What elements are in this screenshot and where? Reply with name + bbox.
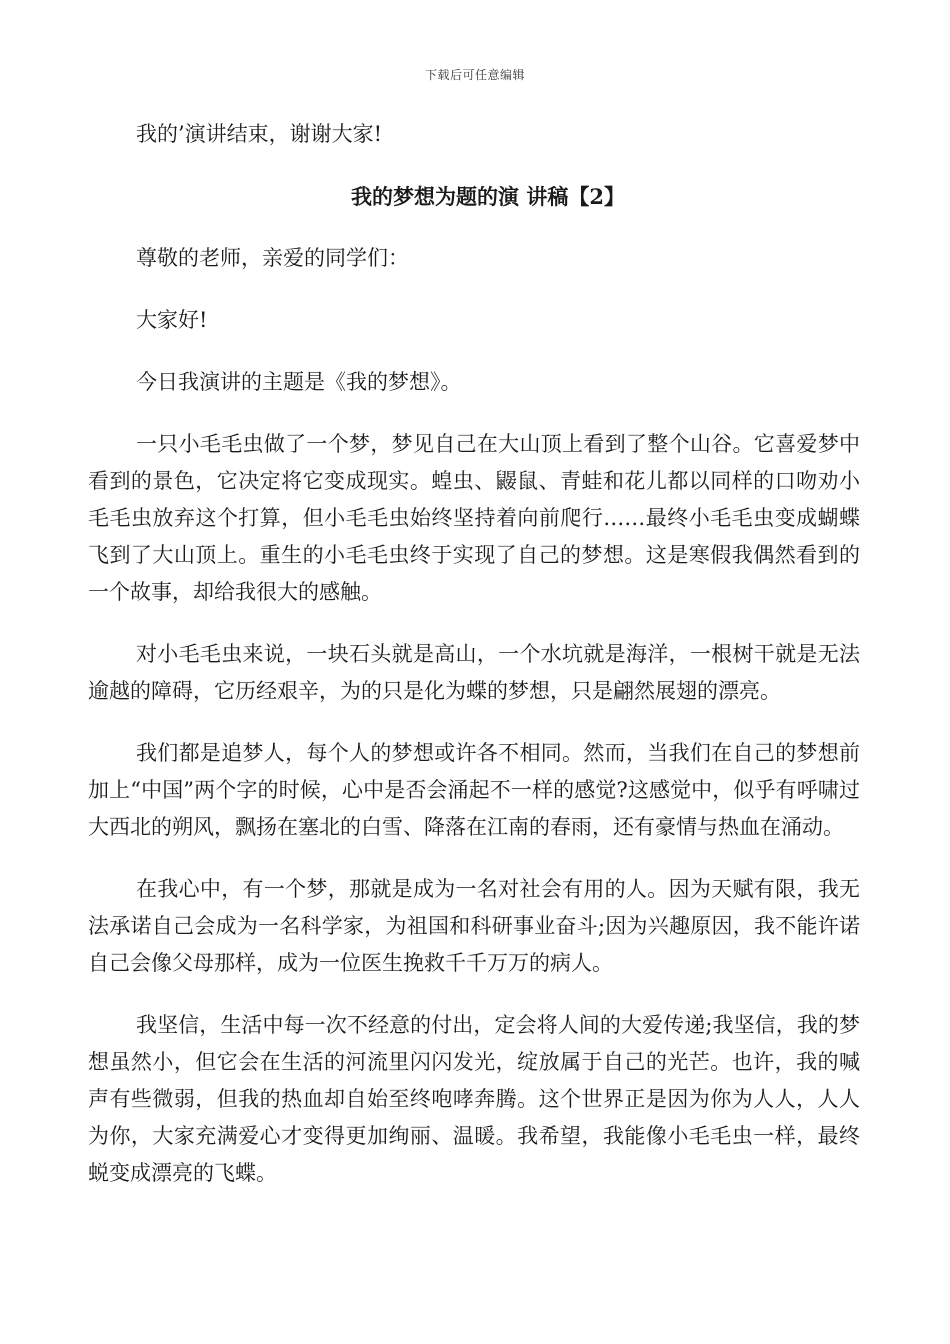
topic-paragraph: 今日我演讲的主题是《我的梦想》。 — [136, 370, 462, 394]
my-dream-paragraph: 在我心中，有一个梦，那就是成为一名对社会有用的人。因为天赋有限，我无法承诺自己会成为一名科学家，为祖国和科研事业奋斗;因为兴趣原因，我不能许诺自己会像父母那样，成为一位医生挽救千千万万的病人。 — [88, 877, 860, 975]
speech-title: 我的梦想为题的演 讲稿【2】 — [351, 184, 625, 209]
salutation-paragraph: 大家好! — [136, 308, 208, 332]
page-header-note: 下载后可任意编辑 — [424, 68, 525, 82]
belief-paragraph: 我坚信，生活中每一次不经意的付出，定会将人间的大爱传递;我坚信，我的梦想虽然小，但它会在生活的河流里闪闪发光，绽放属于自己的光芒。也许，我的喊声有些微弱，但我的热血却自始至终咆哮奔腾。这个世界正是因为你为人人，人人为你，大家充满爱心才变得更加绚丽、温暖。我希望，我能像小毛毛虫一样，最终蜕变成漂亮的飞蝶。 — [88, 1013, 860, 1185]
document-body — [88, 116, 860, 1192]
dreamers-paragraph: 我们都是追梦人，每个人的梦想或许各不相同。然而，当我们在自己的梦想前加上“中国”两个字的时候，心中是否会涌起不一样的感觉?这感觉中，似乎有呼啸过大西北的朔风，飘扬在塞北的白雪、降落在江南的春雨，还有豪情与热血在涌动。 — [88, 741, 860, 839]
story-paragraph: 一只小毛毛虫做了一个梦，梦见自己在大山顶上看到了整个山谷。它喜爱梦中看到的景色，它决定将它变成现实。蝗虫、鼹鼠、青蛙和花儿都以同样的口吻劝小毛毛虫放弃这个打算，但小毛毛虫始终坚持着向前爬行……最终小毛毛虫变成蝴蝶飞到了大山顶上。重生的小毛毛虫终于实现了自己的梦想。这是寒假我偶然看到的一个故事，却给我很大的感触。 — [88, 432, 860, 604]
greeting-paragraph: 尊敬的老师，亲爱的同学们： — [136, 246, 409, 270]
closing-line: 我的’演讲结束，谢谢大家! — [136, 122, 383, 146]
caterpillar-paragraph: 对小毛毛虫来说，一块石头就是高山，一个水坑就是海洋，一根树干就是无法逾越的障碍，它历经艰辛，为的只是化为蝶的梦想，只是翩然展翅的漂亮。 — [88, 642, 860, 703]
